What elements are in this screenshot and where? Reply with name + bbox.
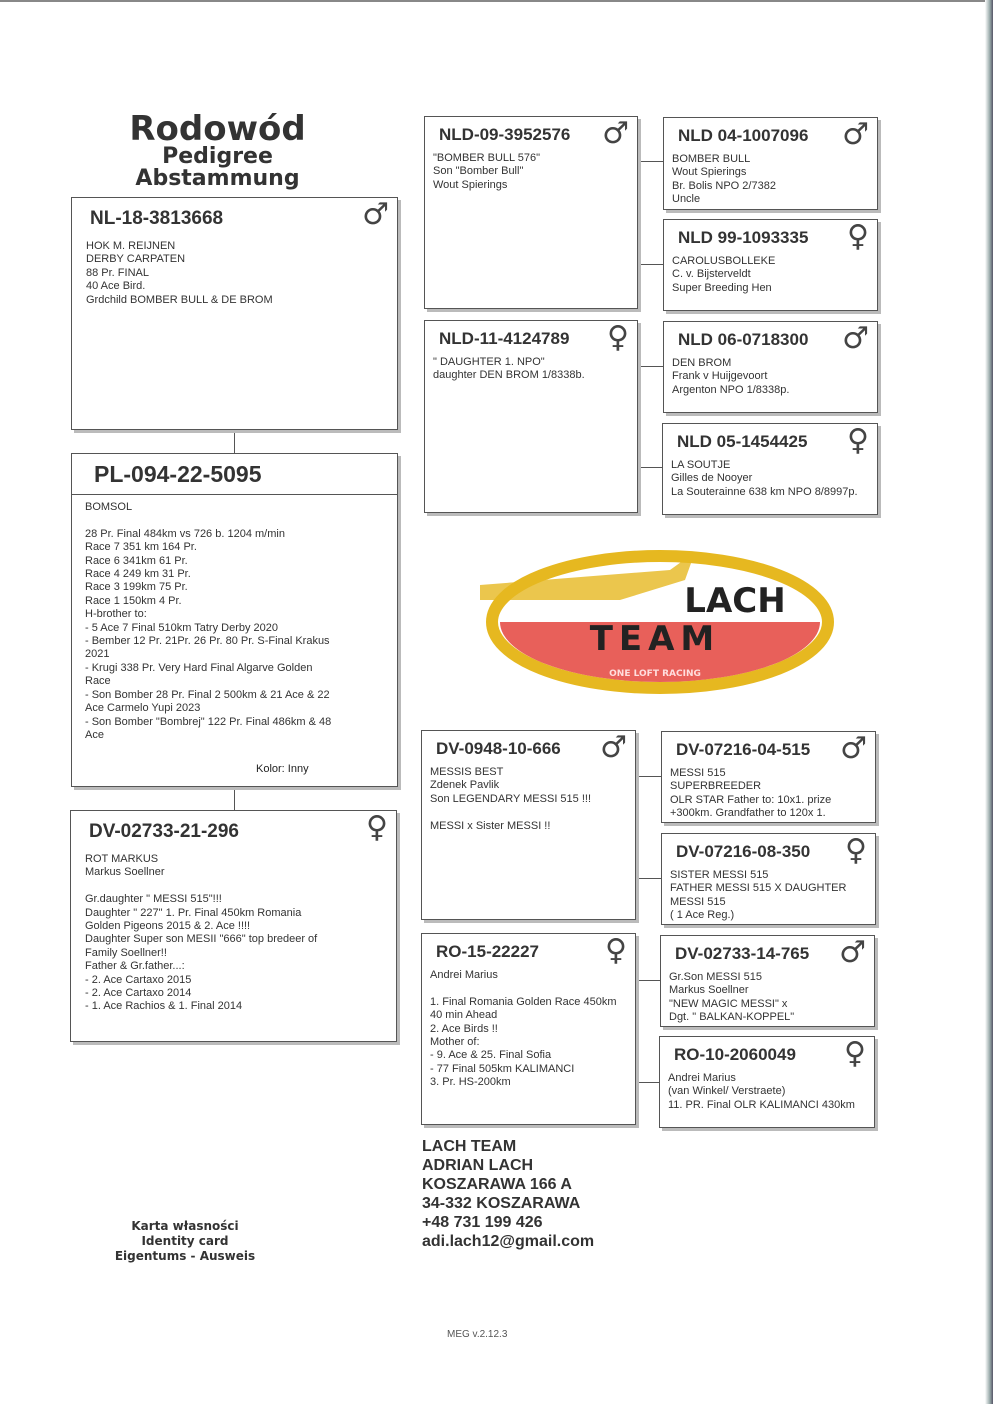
contact-email[interactable]: adi.lach12@gmail.com — [422, 1233, 595, 1250]
detail-line: Father & Gr.father...: — [85, 960, 185, 973]
detail-line: - 5 Ace 7 Final 510km Tatry Derby 2020 — [85, 621, 279, 634]
pigeon-card — [424, 320, 638, 513]
pigeon-details — [85, 501, 393, 742]
contact-team: LACH TEAM — [422, 1138, 517, 1155]
connector — [638, 161, 663, 162]
detail-line: daughter DEN BROM 1/8338b. — [433, 369, 585, 382]
detail-line: 1. Final Romania Golden Race 450km — [430, 995, 617, 1008]
pigeon-details — [669, 971, 870, 1025]
pigeon-details — [433, 152, 633, 192]
idcard-en: Identity card — [141, 1234, 229, 1248]
detail-line: Markus Soellner — [85, 866, 165, 879]
detail-line: CAROLUSBOLLEKE — [672, 255, 776, 267]
detail-line: LA SOUTJE — [671, 459, 731, 471]
detail-line: Race 1 150km 4 Pr. — [85, 594, 182, 607]
pigeon-details — [430, 766, 631, 833]
title-rodowod: Rodowód — [129, 109, 306, 149]
connector — [636, 776, 661, 777]
detail-line: Family Soellner!! — [85, 946, 167, 959]
detail-line: Race 4 249 km 31 Pr. — [85, 568, 191, 581]
female-symbol-icon: ♀ — [847, 423, 869, 458]
male-symbol-icon: ♂ — [839, 935, 866, 970]
pigeon-details — [668, 1072, 870, 1112]
female-symbol-icon: ♀ — [605, 933, 627, 968]
ring-number: DV-07216-08-350 — [676, 842, 811, 861]
detail-line: Ace — [85, 728, 104, 741]
ring-number: DV-07216-04-515 — [676, 740, 811, 759]
detail-line: - Krugi 338 Pr. Very Hard Final Algarve Golden — [85, 661, 313, 674]
detail-line: Gr.daughter " MESSI 515"!!! — [85, 893, 222, 906]
detail-line: SUPERBREEDER — [670, 780, 762, 793]
detail-line: C. v. Bijsterveldt — [672, 268, 751, 281]
ring-number: PL-094-22-5095 — [94, 461, 262, 487]
detail-line: Zdenek Pavlik — [430, 779, 500, 792]
connector — [636, 980, 661, 981]
detail-line: 2021 — [85, 648, 110, 661]
detail-line: ROT MARKUS — [85, 853, 159, 865]
pigeon-details — [430, 969, 631, 1090]
detail-line: BOMBER BULL — [672, 153, 751, 165]
detail-line: "NEW MAGIC MESSI" x — [669, 997, 788, 1010]
detail-line: OLR STAR Father to: 10x1. prize — [670, 793, 832, 806]
detail-line: Br. Bolis NPO 2/7382 — [672, 179, 776, 192]
detail-line: "BOMBER BULL 576" — [433, 152, 541, 164]
detail-line: Race 6 341km 61 Pr. — [85, 554, 188, 567]
title-pedigree: Pedigree — [162, 144, 273, 169]
male-symbol-icon: ♂ — [840, 731, 867, 766]
connector — [234, 787, 235, 810]
pigeon-card — [663, 321, 878, 413]
idcard-de: Eigentums - Ausweis — [114, 1249, 256, 1263]
ring-number: RO-15-22227 — [436, 942, 540, 961]
connector — [234, 430, 235, 453]
ring-number: RO-10-2060049 — [674, 1045, 796, 1064]
connector — [636, 878, 661, 879]
detail-line — [85, 880, 392, 893]
detail-line: - Bember 12 Pr. 21Pr. 26 Pr. 80 Pr. S-Final Krakus — [85, 635, 330, 648]
pigeon-details — [85, 853, 392, 1014]
pigeon-card — [660, 935, 875, 1027]
detail-line: Race 7 351 km 164 Pr. — [85, 541, 197, 554]
male-symbol-icon: ♂ — [362, 197, 389, 232]
detail-line: HOK M. REIJNEN — [86, 240, 176, 252]
pigeon-card — [424, 116, 638, 309]
detail-line: Frank v Huijgevoort — [672, 370, 768, 383]
detail-line: Golden Pigeons 2015 & 2. Ace !!!! — [85, 920, 251, 933]
detail-line: Son LEGENDARY MESSI 515 !!! — [430, 792, 592, 805]
detail-line: Daughter " 227" 1. Pr. Final 450km Romania — [85, 906, 302, 919]
connector — [638, 264, 663, 265]
detail-line: 11. PR. Final OLR KALIMANCI 430km — [668, 1098, 855, 1111]
male-symbol-icon: ♂ — [842, 321, 869, 356]
document-title — [100, 109, 335, 191]
ring-number: DV-02733-21-296 — [89, 821, 239, 842]
pigeon-details — [433, 356, 633, 383]
version-label: MEG v.2.12.3 — [447, 1329, 508, 1340]
detail-line: Daughter Super son MESII "666" top bredeer of — [85, 933, 318, 946]
pigeon-card — [70, 810, 397, 1042]
detail-line: Markus Soellner — [669, 984, 749, 997]
detail-line: - 2. Ace Cartaxo 2015 — [85, 973, 192, 986]
pigeon-card — [421, 730, 636, 920]
detail-line: Gilles de Nooyer — [671, 472, 753, 485]
identity-card-label — [100, 1219, 270, 1264]
detail-line: Ace Carmelo Yupi 2023 — [85, 702, 201, 715]
detail-line: MESSIS BEST — [430, 766, 504, 778]
detail-line: Race 3 199km 75 Pr. — [85, 581, 188, 594]
ring-number: DV-0948-10-666 — [436, 739, 561, 758]
ring-number: NLD-11-4124789 — [439, 329, 570, 348]
connector — [636, 1082, 661, 1083]
male-symbol-icon: ♂ — [842, 117, 869, 152]
pigeon-card — [661, 731, 876, 823]
detail-line: DERBY CARPATEN — [86, 253, 186, 266]
ring-number: NLD 99-1093335 — [678, 228, 809, 247]
detail-line: Argenton NPO 1/8338p. — [672, 383, 790, 396]
detail-line: - 9. Ace & 25. Final Sofia — [430, 1049, 552, 1062]
detail-line: Dgt. " BALKAN-KOPPEL" — [669, 1011, 795, 1024]
pigeon-details — [672, 357, 873, 397]
detail-line: - Son Bomber 28 Pr. Final 2 500km & 21 Ace & 22 — [85, 688, 330, 701]
detail-line: Mother of: — [430, 1036, 480, 1049]
detail-line: " DAUGHTER 1. NPO" — [433, 356, 545, 368]
detail-line: DEN BROM — [672, 357, 732, 369]
female-symbol-icon: ♀ — [845, 833, 867, 868]
detail-line: 40 Ace Bird. — [86, 280, 146, 293]
ring-number: NLD-09-3952576 — [439, 125, 571, 144]
detail-line: Wout Spierings — [433, 178, 508, 191]
detail-line: Uncle — [672, 193, 701, 206]
detail-line: Race — [85, 675, 111, 688]
detail-line — [85, 514, 393, 527]
logo-team: TEAM — [589, 619, 721, 659]
pigeon-details — [670, 767, 871, 821]
pigeon-details — [670, 869, 871, 923]
pigeon-card — [663, 117, 878, 210]
contact-city: 34-332 KOSZARAWA — [422, 1195, 581, 1212]
detail-line: BOMSOL — [85, 501, 133, 513]
pigeon-details — [672, 255, 873, 295]
detail-line: MESSI 515 — [670, 767, 726, 779]
detail-line: FATHER MESSI 515 X DAUGHTER — [670, 882, 847, 895]
female-symbol-icon: ♀ — [847, 219, 869, 254]
breeder-contact — [422, 1137, 594, 1251]
title-abstammung: Abstammung — [135, 166, 300, 191]
detail-line: (van Winkel/ Verstraete) — [668, 1085, 786, 1098]
male-symbol-icon: ♂ — [600, 730, 627, 765]
detail-line: - 2. Ace Cartaxo 2014 — [85, 987, 192, 1000]
detail-line: Wout Spierings — [672, 166, 747, 179]
ring-number: NLD 06-0718300 — [678, 330, 809, 349]
detail-line — [430, 806, 631, 819]
detail-line — [430, 982, 631, 995]
logo-tagline: ONE LOFT RACING — [609, 669, 701, 679]
detail-line: Son "Bomber Bull" — [433, 165, 524, 178]
connector — [638, 366, 663, 367]
pigeon-card — [421, 933, 636, 1125]
ring-number: NLD 04-1007096 — [678, 126, 809, 145]
ring-number: DV-02733-14-765 — [675, 944, 810, 963]
female-symbol-icon: ♀ — [607, 320, 629, 355]
detail-line: 2. Ace Birds !! — [430, 1022, 498, 1035]
detail-line: La Souterainne 638 km NPO 8/8997p. — [671, 485, 858, 498]
pigeon-card — [663, 219, 878, 311]
pigeon-card — [661, 833, 876, 925]
detail-line: MESSI x Sister MESSI !! — [430, 819, 551, 832]
ring-number: NLD 05-1454425 — [677, 432, 808, 451]
detail-line: Grdchild BOMBER BULL & DE BROM — [86, 293, 273, 306]
female-symbol-icon: ♀ — [844, 1036, 866, 1071]
detail-line: 3. Pr. HS-200km — [430, 1076, 511, 1089]
detail-line: - 77 Final 505km KALIMANCI — [430, 1062, 575, 1075]
contact-phone: +48 731 199 426 — [422, 1214, 543, 1231]
detail-line: 88 Pr. FINAL — [86, 266, 149, 279]
detail-line: - 1. Ace Rachios & 1. Final 2014 — [85, 1000, 243, 1013]
detail-line: H-brother to: — [85, 608, 147, 621]
pigeon-details — [671, 459, 873, 499]
pigeon-card — [659, 1036, 875, 1128]
pigeon-details — [672, 153, 873, 207]
pigeon-card — [662, 423, 878, 515]
pigeon-card — [71, 197, 398, 430]
ring-number: NL-18-3813668 — [90, 208, 224, 229]
top-border — [0, 0, 993, 2]
lach-team-logo — [470, 540, 840, 700]
contact-address: KOSZARAWA 166 A — [422, 1176, 572, 1193]
detail-line: Andrei Marius — [668, 1072, 736, 1084]
detail-line: 28 Pr. Final 484km vs 726 b. 1204 m/min — [85, 527, 285, 540]
detail-line: MESSI 515 — [670, 895, 726, 908]
detail-line: 40 min Ahead — [430, 1009, 498, 1022]
idcard-pl: Karta własności — [131, 1219, 239, 1233]
connector — [638, 467, 663, 468]
pigeon-details — [86, 240, 393, 307]
main-pigeon-card — [71, 453, 398, 787]
logo-lach: LACH — [684, 581, 786, 621]
detail-line: Super Breeding Hen — [672, 281, 772, 294]
female-symbol-icon: ♀ — [366, 810, 388, 845]
detail-line: - Son Bomber "Bombrej" 122 Pr. Final 486km & 48 — [85, 715, 332, 728]
male-symbol-icon: ♂ — [602, 116, 629, 151]
detail-line: Gr.Son MESSI 515 — [669, 971, 762, 983]
detail-line: Andrei Marius — [430, 969, 498, 981]
detail-line: +300km. Grandfather to 120x 1. — [670, 807, 826, 820]
contact-name: ADRIAN LACH — [422, 1157, 534, 1174]
scan-edge — [985, 0, 993, 1404]
color-label: Kolor: Inny — [256, 763, 309, 775]
detail-line: ( 1 Ace Reg.) — [670, 909, 735, 922]
detail-line: SISTER MESSI 515 — [670, 869, 769, 881]
